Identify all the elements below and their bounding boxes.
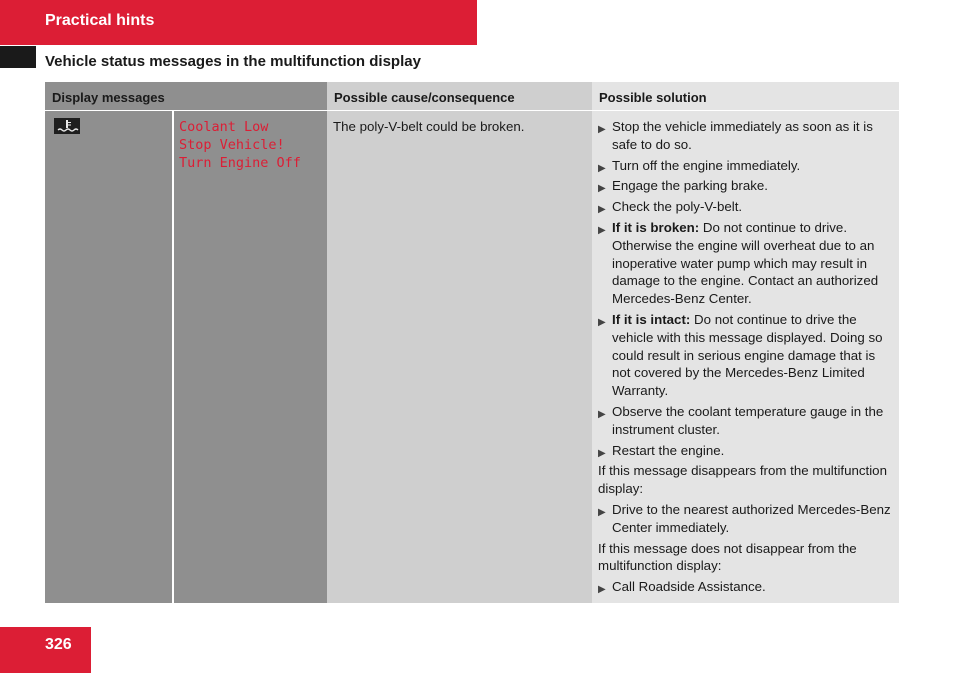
solution-step: ▶ Turn off the engine immediately. <box>598 157 895 175</box>
cause-cell <box>327 111 592 603</box>
bullet-arrow-icon: ▶ <box>598 162 606 174</box>
header-possible-solution: Possible solution <box>592 82 899 110</box>
status-message-table <box>45 82 899 603</box>
page-number: 326 <box>45 636 72 653</box>
bullet-arrow-icon: ▶ <box>598 204 606 216</box>
display-message-text <box>179 118 301 172</box>
header-title: Practical hints <box>45 12 155 29</box>
solution-cell <box>592 111 899 603</box>
solution-step: ▶ Check the poly-V-belt. <box>598 198 895 216</box>
bullet-arrow-icon: ▶ <box>598 316 606 328</box>
solution-step: ▶ Drive to the nearest authorized Mercedes-Benz Center immediately. <box>598 501 891 535</box>
section-marker <box>0 46 36 68</box>
header-display-messages: Display messages <box>45 82 327 110</box>
cause-text: The poly-V-belt could be broken. <box>333 119 525 134</box>
bullet-arrow-icon: ▶ <box>598 124 606 135</box>
page-number-box <box>0 627 91 673</box>
header-bar <box>0 0 477 45</box>
bullet-arrow-icon: ▶ <box>598 408 606 420</box>
bullet-arrow-icon: ▶ <box>598 183 606 195</box>
bullet-arrow-icon: ▶ <box>598 584 606 596</box>
solution-step: ▶ If it is broken: Do not continue to drive. Otherwise the engine will overheat due to an inoperative water pump which may result in damage to the engine. Contact an authorized Mercedes-Benz Center. <box>598 219 879 307</box>
display-line: Stop Vehicle! <box>179 137 285 153</box>
solution-condition: If this message disappears from the multifunction display: <box>598 463 887 497</box>
display-line: Turn Engine Off <box>179 155 301 171</box>
header-possible-cause: Possible cause/consequence <box>327 82 592 110</box>
display-text-cell <box>174 111 327 603</box>
solution-step: ▶ Engage the parking brake. <box>598 177 895 195</box>
solution-step: ▶ Call Roadside Assistance. <box>598 578 895 596</box>
bullet-arrow-icon: ▶ <box>598 506 606 518</box>
section-title: Vehicle status messages in the multifunction display <box>45 53 421 70</box>
bullet-arrow-icon: ▶ <box>598 224 606 236</box>
display-icon-cell <box>45 111 172 603</box>
solution-step: ▶ Observe the coolant temperature gauge in the instrument cluster. <box>598 403 884 437</box>
bullet-arrow-icon: ▶ <box>598 447 606 459</box>
solution-step: ▶ Stop the vehicle immediately as soon as it is safe to do so. <box>598 119 873 152</box>
solution-step: ▶ Restart the engine. <box>598 442 895 460</box>
solution-step: ▶ If it is intact: Do not continue to drive the vehicle with this message displayed. Doing so could result in serious engine damage that is not covered by the Mercedes-Benz Limited Warranty. <box>598 311 883 399</box>
display-line: Coolant Low <box>179 119 269 135</box>
coolant-temperature-icon <box>54 118 80 134</box>
solution-condition: If this message does not disappear from the multifunction display: <box>598 540 857 574</box>
